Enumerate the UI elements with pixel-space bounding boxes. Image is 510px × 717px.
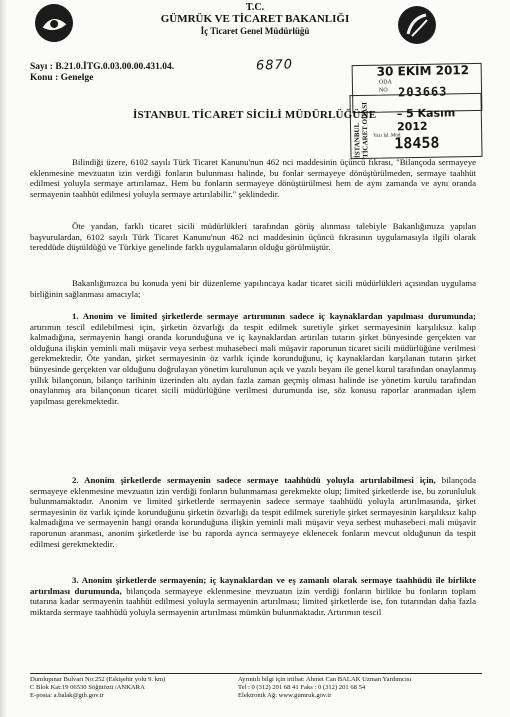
footer-website[interactable]: Elektronik Ağ: www.gumruk.gov.tr (238, 692, 332, 699)
paragraph-item-2 (30, 475, 476, 549)
header-ministry: GÜMRÜK VE TİCARET BAKANLIĞI (160, 13, 350, 25)
received-number: 203663 (397, 84, 448, 100)
footer-address (30, 676, 165, 700)
ministry-emblem-icon (33, 2, 76, 45)
received-date: 30 EKİM 2012 (376, 63, 470, 79)
footer-email: E-posta: a.balak@gtb.gov.tr (30, 692, 104, 699)
document-title: İSTANBUL TİCARET SİCİLİ MÜDÜRLÜĞÜNE (133, 109, 377, 121)
footer-contact (238, 676, 411, 700)
footer-address-line-1: Dumlupınar Bulvarı No:252 (Eskişehir yolu 9. km) (30, 676, 166, 683)
item-3-heading: 3. Anonim şirketlerde sermayenin; iç kaynaklardan ve eş zamanlı olarak sermaye taahhüdü ile birlikte artırılması durumunda, (30, 575, 476, 596)
reference-number: Sayı : B.21.0.İTG.0.03.00.00.431.04. (30, 62, 175, 72)
paragraph-3: Bakanlığımızca bu konuda yeni bir düzenleme yapılıncaya kadar ticaret sicili müdürlükleri açısından uygulama birliğinin sağlanması amacıyla; (30, 278, 476, 299)
footer-address-line-2: C Blok Kat:19 06530 Söğütözü /ANKARA (30, 684, 145, 691)
header-directorate: İç Ticaret Genel Müdürlüğü (200, 26, 310, 36)
registry-number: 18458 (394, 133, 440, 153)
paragraph-1: Bilindiği üzere, 6102 sayılı Türk Ticaret Kanunu'nun 462 nci maddesinin üçüncü fıkrası, "Bilançoda sermayeye eklenmesine mevzuatın izin verdiği fonların bulunması halinde, bu fonlar sermayeye dönüştürülmeden, sermaye taahhüt edilmesi yoluyla sermaye artırılamaz. Hem bu fonların sermayeye dönüştürülmesi hem de aynı zamanda ve aynı oranda sermayenin taahhüt edilmesi yoluyla sermaye artırılabilir." şeklindedir. (30, 157, 476, 199)
registry-stamp (349, 93, 482, 159)
item-2-heading: 2. Anonim şirketlerde sermayenin sadece sermaye taahhüdü yoluyla artırılabilmesi için, (72, 475, 436, 485)
stamp-department: İSTANBUL TİCARET ODASI (352, 102, 370, 159)
scan-edge-shadow (0, 0, 7, 717)
subject-line: Konu : Genelge (30, 73, 94, 83)
paragraph-2: Öte yandan, farklı ticaret sicili müdürlükleri tarafından görüş alınması talebiyle Bakanlığımıza yapılan başvurulardan, 6102 sayılı Türk Ticaret Kanunu'nun 462 nci maddesinin üçüncü fıkrasının uygulamasıyla ilgili olarak tereddüde düştüldüğü ve Türkiye genelinde farklı uygulamaların olduğu görülmüştür. (30, 221, 476, 253)
registry-date: – 5 Kasım 2012 (396, 106, 456, 134)
item-1-heading: 1. Anonim ve limited şirketlerde sermaye artırımının sadece iç kaynaklardan yapılması durumunda; (72, 311, 476, 321)
handwritten-number: 6870 (255, 57, 294, 74)
item-2-text: bilançoda sermayeye eklenmesine mevzuatın izin verdiği fonların bulunmaması gerekmekte olup; limited şirketlerde ise, bu zorunluluk bulunmamaktadır. Anonim ve limited şirketlerde sermayenin sadece sermaye taahhüdü yoluyla artırılmasında, şirket sermayesinin öz varlık içinde korunduğunu şirketin özvarlığı da tespit edilmek suretiyle şirket sermayesinin karşılıksız kalıp kalmadığına ve sermayenin hangi oranda korunduğuna ilişkin yeminli mali müşavir veya serbest muhasebeci mali müşavir raporunun aranması, anonim şirketlerde ise bu raporda ayrıca sermayeye eklenecek fonların mevcut olduğunun da tespit edilmesi gerekmektedir. (30, 475, 476, 549)
stamp-label: NO (378, 87, 388, 94)
footer-contact-line-1: Ayrıntılı bilgi için irtibat: Ahmet Can BALAK Uzman Yardımcısı (238, 676, 412, 683)
stamp-label: ODA (378, 79, 392, 86)
registry-small-label: Yazı İşl. Müd. (373, 133, 402, 139)
paragraph-item-1 (30, 311, 476, 406)
item-1-text: artırımın tescil edilebilmesi için, şirketin özvarlığı da tespit edilmek suretiyle şirket sermayesinin karşılıksız kalıp kalmadığına, sermayenin hangi oranda korunduğuna ve iç kaynaklardan artırılan tutarın şirket bünyesinde gerçekten var olduğuna ilişkin yeminli mali müşavir veya serbest muhasebeci mali müşavir raporunun ticaret sicili müdürlüğüne verilmesi gerekmektedir. Öte yandan, şirket sermayesinin öz varlık içinde korunduğunu, iç kaynaklardan karşılanan tutarın şirket bünyesinde gerçekten var olduğunu doğrulayan yönetim kurulunun açık ve yazılı beyanı ile genel kurul tarafından onaylanmış yıllık bilançonun, bilanço tarihinin üzerinden altı aydan fazla zaman geçmiş olması halinde ise yönetim kurulu tarafından onaylanmış ara bilançonun ticaret sicili müdürlüğüne verilmesi durumunda ise, söz konusu raporlar aranmadan işlem yapılması gerekmektedir. (30, 321, 476, 406)
footer-contact-line-2: Tel : 0 (312) 201 68 41 Faks : 0 (312) 201 68 54 (238, 684, 366, 691)
customs-logo-icon (398, 6, 436, 44)
paragraph-item-3 (30, 575, 476, 617)
header-country: T.C. (245, 2, 265, 13)
item-3-text: bilançoda sermayeye eklenmesine mevzuatın izin verdiği fonların birlikte bu fonların toplam tutarına kadar sermayenin taahhüt edilmesi yoluyla sermayenin artırılması; limited şirketlerde ise, fon tutarından daha fazla miktarda sermaye taahhüdü yoluyla sermayenin artırılması mümkün bulunmaktadır. Artırımın tescil (30, 585, 476, 617)
footer-divider (30, 673, 482, 674)
